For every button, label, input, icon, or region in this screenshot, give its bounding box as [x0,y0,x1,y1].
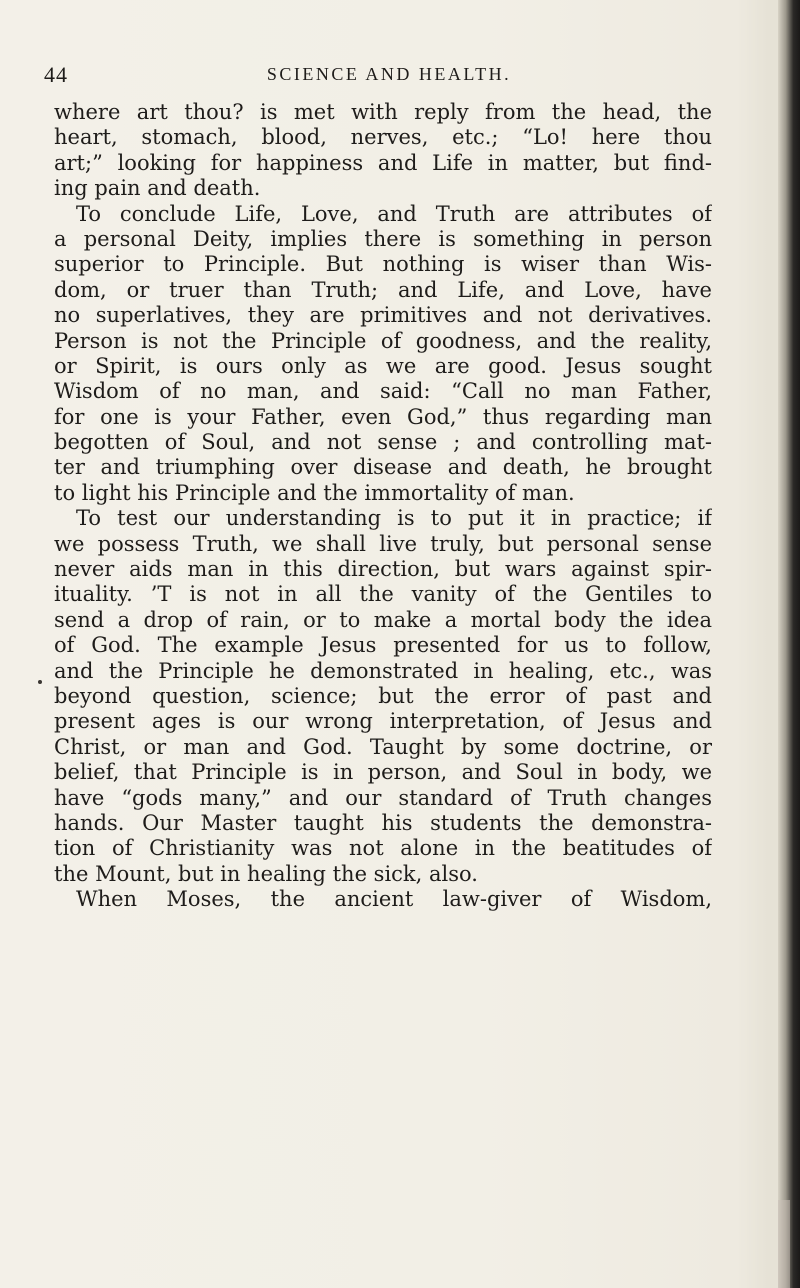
page-edge-shadow [778,0,800,1288]
text-line: have “gods many,” and our standard of Truth changes [54,785,712,810]
text-line: beyond question, science; but the error of past and [54,683,712,708]
text-line: To conclude Life, Love, and Truth are attributes of [76,201,712,226]
text-line: superior to Principle. But nothing is wiser than Wis- [54,252,712,277]
text-line: where art thou? is met with reply from the head, the [54,100,712,124]
running-head [44,62,734,92]
text-line: or Spirit, is ours only as we are good. Jesus sought [54,353,712,378]
page-number: 44 [44,62,68,87]
text-line: art;” looking for happiness and Life in matter, but find- [54,150,712,175]
text-line: a personal Deity, implies there is something in person [54,226,712,251]
margin-mark [38,680,42,684]
text-line: of God. The example Jesus presented for us to follow, [54,633,712,658]
text-line: ter and triumphing over disease and death, he brought [54,455,712,480]
text-line: Person is not the Principle of goodness, and the reality, [54,328,712,353]
text-line: tion of Christianity was not alone in the beatitudes of [54,836,712,861]
text-line: the Mount, but in healing the sick, also. [54,861,478,886]
text-line: Christ, or man and God. Taught by some doctrine, or [54,734,712,759]
text-line: ing pain and death. [54,176,261,201]
text-line: To test our understanding is to put it in practice; if [76,506,712,531]
text-line: send a drop of rain, or to make a mortal body the idea [54,607,712,632]
text-line: for one is your Father, even God,” thus regarding man [54,404,712,429]
text-line: we possess Truth, we shall live truly, but personal sense [54,531,712,556]
text-line: present ages is our wrong interpretation, of Jesus and [54,709,712,734]
text-line: never aids man in this direction, but wars against spir- [54,557,712,582]
page-edge-highlight [778,1200,790,1288]
text-line: Wisdom of no man, and said: “Call no man Father, [54,379,712,404]
text-line: begotten of Soul, and not sense ; and controlling mat- [54,430,712,455]
text-line: When Moses, the ancient law-giver of Wisdom, [76,887,712,912]
text-line: hands. Our Master taught his students the demonstra- [54,810,712,835]
text-line: dom, or truer than Truth; and Life, and Love, have [54,277,712,302]
text-line: to light his Principle and the immortality of man. [54,480,575,505]
text-line: ituality. ’T is not in all the vanity of the Gentiles to [54,582,712,607]
body-text [54,100,712,913]
text-line: heart, stomach, blood, nerves, etc.; “Lo! here thou [54,125,712,150]
text-line: belief, that Principle is in person, and Soul in body, we [54,760,712,785]
text-line: and the Principle he demonstrated in healing, etc., was [54,658,712,683]
text-line: no superlatives, they are primitives and not derivatives. [54,303,712,328]
running-title: SCIENCE AND HEALTH. [266,64,512,84]
